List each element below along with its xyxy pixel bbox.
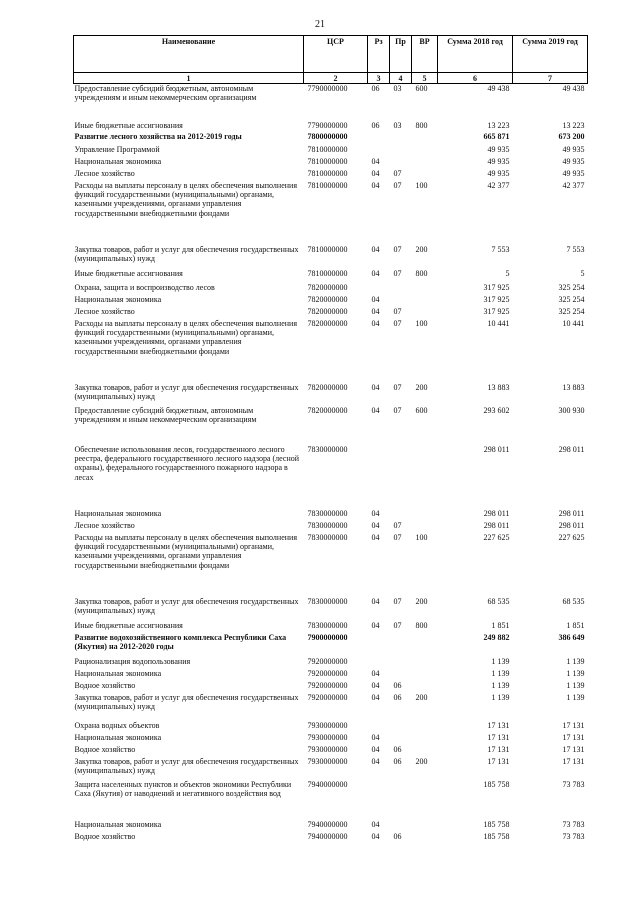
row-pr: 07	[393, 532, 402, 542]
row-vr: 800	[415, 620, 428, 630]
column-number: 4	[390, 73, 412, 84]
row-pr: 03	[393, 120, 402, 130]
table-row	[74, 780, 588, 820]
row-name: Водное хозяйство	[74, 744, 136, 754]
row-name: Развитие лесного хозяйства на 2012-2019 годы	[74, 131, 242, 141]
row-rz: 04	[371, 532, 380, 542]
row-rz	[368, 132, 390, 145]
row-pr	[390, 820, 412, 832]
row-sum-2018: 317 925	[483, 282, 510, 292]
row-pr: 06	[393, 680, 402, 690]
table-row	[74, 383, 588, 406]
row-name: Рационализация водопользования	[74, 656, 191, 666]
table-row	[74, 269, 588, 283]
row-name: Водное хозяйство	[74, 831, 136, 841]
row-pr: 07	[393, 520, 402, 530]
row-vr: 100	[415, 180, 428, 190]
column-number: 1	[74, 73, 304, 84]
row-sum-2018: 298 011	[483, 508, 510, 518]
row-sum-2018: 49 935	[487, 168, 510, 178]
row-pr	[390, 145, 412, 157]
row-sum-2019: 325 254	[558, 294, 585, 304]
row-vr: 600	[415, 84, 428, 93]
row-sum-2019: 7 553	[566, 244, 585, 254]
row-csr: 7810000000	[307, 244, 348, 254]
row-name: Национальная экономика	[74, 508, 162, 518]
row-sum-2019: 73 783	[562, 819, 585, 829]
row-csr: 7810000000	[307, 268, 348, 278]
row-pr: 07	[393, 596, 402, 606]
row-pr	[390, 669, 412, 681]
table-row	[74, 283, 588, 295]
row-pr: 07	[393, 180, 402, 190]
header-sum-2019: Сумма 2019 год	[513, 36, 588, 73]
row-vr	[412, 283, 438, 295]
row-rz: 04	[371, 405, 380, 415]
row-sum-2019: 1 139	[566, 668, 585, 678]
table-row	[74, 319, 588, 383]
row-pr	[390, 283, 412, 295]
row-csr: 7810000000	[307, 144, 348, 154]
row-rz	[368, 145, 390, 157]
row-vr	[412, 295, 438, 307]
row-sum-2019: 1 851	[566, 620, 585, 630]
row-pr: 07	[393, 244, 402, 254]
budget-table	[73, 35, 588, 846]
header-rz: Рз	[368, 36, 390, 73]
row-csr: 7790000000	[307, 84, 348, 93]
page-number: 21	[315, 19, 325, 30]
row-name: Управление Программой	[74, 144, 160, 154]
row-vr	[412, 657, 438, 669]
row-csr: 7830000000	[307, 596, 348, 606]
table-row	[74, 633, 588, 657]
row-vr: 800	[415, 268, 428, 278]
row-vr	[412, 745, 438, 757]
row-vr	[412, 669, 438, 681]
row-vr	[412, 145, 438, 157]
row-csr: 7920000000	[307, 656, 348, 666]
row-sum-2018: 185 758	[483, 779, 510, 789]
row-sum-2018: 1 139	[491, 692, 510, 702]
table-row	[74, 307, 588, 319]
row-vr: 200	[415, 244, 428, 254]
row-name: Иные бюджетные ассигнования	[74, 120, 183, 130]
row-sum-2018: 42 377	[487, 180, 510, 190]
row-vr	[412, 780, 438, 820]
row-vr: 600	[415, 405, 428, 415]
header-csr: ЦСР	[304, 36, 368, 73]
row-vr	[412, 445, 438, 509]
table-row	[74, 745, 588, 757]
column-number: 6	[438, 73, 513, 84]
row-name: Лесное хозяйство	[74, 306, 135, 316]
row-sum-2019: 42 377	[562, 180, 585, 190]
row-csr: 7940000000	[307, 831, 348, 841]
row-name: Предоставление субсидий бюджетным, автономным учреждениям и иным некоммерческим организациям	[74, 84, 257, 103]
table-header-row	[74, 36, 588, 73]
row-sum-2019: 325 254	[558, 282, 585, 292]
row-name: Расходы на выплаты персоналу в целях обеспечения выполнения функций государственными (муниципальными) органами, казенными учреждениями, органами управления государственными внебюджетными фондами	[74, 318, 297, 356]
row-csr: 7820000000	[307, 306, 348, 316]
table-row	[74, 145, 588, 157]
table-row	[74, 157, 588, 169]
row-vr	[412, 820, 438, 832]
row-pr: 07	[393, 306, 402, 316]
row-vr: 100	[415, 532, 428, 542]
row-sum-2019: 298 011	[558, 508, 585, 518]
row-name: Расходы на выплаты персоналу в целях обеспечения выполнения функций государственными (муниципальными) органами, казенными учреждениями, органами управления государственными внебюджетными фондами	[74, 180, 297, 218]
row-rz: 04	[371, 668, 380, 678]
row-name: Обеспечение использования лесов, государственного лесного реестра, федерального государственного лесного надзора (лесной охраны), федерального государственного пожарного надзора в лесах	[74, 444, 300, 482]
row-pr	[390, 657, 412, 669]
row-csr: 7940000000	[307, 819, 348, 829]
row-sum-2019: 49 438	[562, 84, 585, 93]
row-sum-2019: 673 200	[558, 131, 585, 141]
column-number: 3	[368, 73, 390, 84]
row-name: Национальная экономика	[74, 732, 162, 742]
row-rz: 04	[371, 180, 380, 190]
table-row	[74, 820, 588, 832]
row-sum-2019: 300 930	[558, 405, 585, 415]
row-sum-2018: 1 139	[491, 668, 510, 678]
row-vr	[412, 307, 438, 319]
row-rz: 04	[371, 268, 380, 278]
row-sum-2018: 13 223	[487, 120, 510, 130]
row-rz: 04	[371, 744, 380, 754]
row-csr: 7830000000	[307, 520, 348, 530]
row-name: Иные бюджетные ассигнования	[74, 620, 183, 630]
row-sum-2018: 317 925	[483, 306, 510, 316]
row-sum-2019: 17 131	[562, 720, 585, 730]
row-name: Закупка товаров, работ и услуг для обеспечения государственных (муниципальных) нужд	[74, 756, 299, 775]
row-sum-2019: 386 649	[558, 632, 585, 642]
row-pr	[390, 445, 412, 509]
table-row	[74, 295, 588, 307]
row-rz: 04	[371, 306, 380, 316]
row-sum-2018: 10 441	[487, 318, 510, 328]
row-sum-2018: 17 131	[487, 744, 510, 754]
row-csr: 7830000000	[307, 532, 348, 542]
row-rz: 04	[371, 819, 380, 829]
table-row	[74, 406, 588, 445]
row-vr	[412, 157, 438, 169]
table-row	[74, 832, 588, 846]
row-sum-2018: 5	[505, 268, 510, 278]
row-sum-2018: 185 758	[483, 819, 510, 829]
table-row	[74, 245, 588, 269]
row-csr: 7820000000	[307, 294, 348, 304]
row-sum-2018: 17 131	[487, 756, 510, 766]
row-sum-2019: 49 935	[562, 144, 585, 154]
row-sum-2018: 49 438	[487, 84, 510, 93]
row-csr: 7820000000	[307, 282, 348, 292]
row-pr	[390, 721, 412, 733]
table-row	[74, 597, 588, 621]
row-sum-2018: 227 625	[483, 532, 510, 542]
table-body	[74, 84, 588, 846]
column-number-row	[74, 73, 588, 84]
row-name: Национальная экономика	[74, 819, 162, 829]
row-csr: 7810000000	[307, 156, 348, 166]
row-vr	[412, 509, 438, 521]
row-sum-2019: 49 935	[562, 156, 585, 166]
row-sum-2019: 298 011	[558, 444, 585, 454]
row-sum-2018: 7 553	[491, 244, 510, 254]
row-sum-2018: 298 011	[483, 444, 510, 454]
row-name: Закупка товаров, работ и услуг для обеспечения государственных (муниципальных) нужд	[74, 244, 299, 263]
row-csr: 7810000000	[307, 180, 348, 190]
row-pr	[390, 509, 412, 521]
row-csr: 7810000000	[307, 168, 348, 178]
row-name: Национальная экономика	[74, 668, 162, 678]
row-csr: 7830000000	[307, 620, 348, 630]
row-rz: 04	[371, 831, 380, 841]
row-rz	[368, 633, 390, 657]
row-csr: 7930000000	[307, 744, 348, 754]
row-pr: 07	[393, 318, 402, 328]
row-rz: 04	[371, 692, 380, 702]
table-row	[74, 84, 588, 121]
table-row	[74, 669, 588, 681]
row-sum-2018: 17 131	[487, 732, 510, 742]
row-vr	[412, 521, 438, 533]
row-rz	[368, 445, 390, 509]
table-row	[74, 169, 588, 181]
row-vr: 800	[415, 120, 428, 130]
row-sum-2019: 1 139	[566, 656, 585, 666]
row-vr: 200	[415, 756, 428, 766]
row-pr	[390, 780, 412, 820]
column-number: 7	[513, 73, 588, 84]
row-csr: 7900000000	[307, 632, 348, 642]
row-pr: 06	[393, 692, 402, 702]
row-csr: 7820000000	[307, 405, 348, 415]
row-vr	[412, 633, 438, 657]
row-name: Национальная экономика	[74, 294, 162, 304]
row-pr	[390, 157, 412, 169]
row-rz: 04	[371, 318, 380, 328]
row-rz: 06	[371, 120, 380, 130]
row-sum-2019: 73 783	[562, 831, 585, 841]
row-rz	[368, 780, 390, 820]
row-rz: 04	[371, 620, 380, 630]
row-name: Закупка товаров, работ и услуг для обеспечения государственных (муниципальных) нужд	[74, 692, 299, 711]
row-name: Иные бюджетные ассигнования	[74, 268, 183, 278]
row-csr: 7930000000	[307, 732, 348, 742]
row-sum-2018: 298 011	[483, 520, 510, 530]
row-sum-2019: 13 223	[562, 120, 585, 130]
row-rz: 04	[371, 382, 380, 392]
row-name: Национальная экономика	[74, 156, 162, 166]
row-csr: 7820000000	[307, 382, 348, 392]
table-row	[74, 681, 588, 693]
row-name: Лесное хозяйство	[74, 520, 135, 530]
row-sum-2019: 325 254	[558, 306, 585, 316]
row-sum-2019: 17 131	[562, 744, 585, 754]
table-row	[74, 693, 588, 721]
row-csr: 7790000000	[307, 120, 348, 130]
row-name: Закупка товаров, работ и услуг для обеспечения государственных (муниципальных) нужд	[74, 596, 299, 615]
row-rz: 04	[371, 294, 380, 304]
row-pr: 06	[393, 831, 402, 841]
row-csr: 7930000000	[307, 756, 348, 766]
row-sum-2019: 298 011	[558, 520, 585, 530]
row-sum-2018: 293 602	[483, 405, 510, 415]
table-row	[74, 509, 588, 521]
row-sum-2018: 1 139	[491, 656, 510, 666]
row-sum-2018: 185 758	[483, 831, 510, 841]
row-rz: 04	[371, 596, 380, 606]
row-csr: 7920000000	[307, 668, 348, 678]
row-rz: 04	[371, 244, 380, 254]
row-csr: 7830000000	[307, 508, 348, 518]
row-pr: 03	[393, 84, 402, 93]
row-sum-2019: 73 783	[562, 779, 585, 789]
row-rz	[368, 283, 390, 295]
table-row	[74, 521, 588, 533]
row-name: Развитие водохозяйственного комплекса Республики Саха (Якутия) на 2012-2020 годы	[74, 632, 287, 651]
header-sum-2018: Сумма 2018 год	[438, 36, 513, 73]
row-pr: 07	[393, 382, 402, 392]
row-sum-2019: 10 441	[562, 318, 585, 328]
row-pr	[390, 132, 412, 145]
row-sum-2018: 665 871	[483, 131, 510, 141]
table-row	[74, 757, 588, 780]
table-row	[74, 533, 588, 597]
row-pr	[390, 733, 412, 745]
table-row	[74, 621, 588, 633]
row-rz: 04	[371, 508, 380, 518]
row-name: Расходы на выплаты персоналу в целях обеспечения выполнения функций государственными (муниципальными) органами, казенными учреждениями, органами управления государственными внебюджетными фондами	[74, 532, 297, 570]
row-pr: 07	[393, 268, 402, 278]
row-sum-2018: 1 851	[491, 620, 510, 630]
row-vr: 200	[415, 692, 428, 702]
row-name: Лесное хозяйство	[74, 168, 135, 178]
row-csr: 7930000000	[307, 720, 348, 730]
header-vr: ВР	[412, 36, 438, 73]
row-name: Охрана водных объектов	[74, 720, 160, 730]
row-sum-2018: 49 935	[487, 144, 510, 154]
row-rz: 04	[371, 156, 380, 166]
row-csr: 7830000000	[307, 444, 348, 454]
row-sum-2019: 68 535	[562, 596, 585, 606]
table-row	[74, 657, 588, 669]
row-sum-2018: 13 883	[487, 382, 510, 392]
row-vr	[412, 721, 438, 733]
row-vr: 100	[415, 318, 428, 328]
row-name: Защита населенных пунктов и объектов экономики Республики Саха (Якутия) от наводнений и негативного воздействия вод	[74, 779, 292, 798]
column-number: 2	[304, 73, 368, 84]
row-sum-2019: 49 935	[562, 168, 585, 178]
row-rz: 04	[371, 520, 380, 530]
row-name: Предоставление субсидий бюджетным, автономным учреждениям и иным некоммерческим организациям	[74, 405, 257, 424]
row-pr	[390, 295, 412, 307]
row-vr	[412, 681, 438, 693]
row-rz: 04	[371, 756, 380, 766]
row-sum-2018: 317 925	[483, 294, 510, 304]
row-sum-2019: 17 131	[562, 732, 585, 742]
row-sum-2018: 68 535	[487, 596, 510, 606]
row-name: Охрана, защита и воспроизводство лесов	[74, 282, 215, 292]
row-rz: 04	[371, 168, 380, 178]
row-pr: 07	[393, 405, 402, 415]
row-csr: 7820000000	[307, 318, 348, 328]
column-number: 5	[412, 73, 438, 84]
row-vr	[412, 169, 438, 181]
row-csr: 7800000000	[307, 131, 348, 141]
header-pr: Пр	[390, 36, 412, 73]
header-name: Наименование	[74, 36, 304, 73]
row-vr: 200	[415, 596, 428, 606]
row-vr	[412, 832, 438, 846]
row-sum-2018: 17 131	[487, 720, 510, 730]
row-sum-2019: 1 139	[566, 692, 585, 702]
row-vr	[412, 132, 438, 145]
row-pr: 06	[393, 756, 402, 766]
row-sum-2018: 49 935	[487, 156, 510, 166]
row-name: Закупка товаров, работ и услуг для обеспечения государственных (муниципальных) нужд	[74, 382, 299, 401]
table-row	[74, 721, 588, 733]
row-name: Водное хозяйство	[74, 680, 136, 690]
row-pr: 07	[393, 620, 402, 630]
table-row	[74, 445, 588, 509]
row-sum-2018: 1 139	[491, 680, 510, 690]
table-row	[74, 132, 588, 145]
row-sum-2019: 5	[580, 268, 585, 278]
table-row	[74, 181, 588, 245]
row-vr: 200	[415, 382, 428, 392]
row-csr: 7920000000	[307, 692, 348, 702]
table-row	[74, 121, 588, 132]
row-rz: 04	[371, 680, 380, 690]
row-sum-2019: 13 883	[562, 382, 585, 392]
row-rz	[368, 721, 390, 733]
row-pr: 06	[393, 744, 402, 754]
row-sum-2019: 1 139	[566, 680, 585, 690]
row-sum-2019: 17 131	[562, 756, 585, 766]
row-csr: 7920000000	[307, 680, 348, 690]
row-pr: 07	[393, 168, 402, 178]
row-rz	[368, 657, 390, 669]
row-csr: 7940000000	[307, 779, 348, 789]
row-rz: 06	[371, 84, 380, 93]
row-rz: 04	[371, 732, 380, 742]
row-pr	[390, 633, 412, 657]
row-sum-2019: 227 625	[558, 532, 585, 542]
row-sum-2018: 249 882	[483, 632, 510, 642]
table-row	[74, 733, 588, 745]
row-vr	[412, 733, 438, 745]
